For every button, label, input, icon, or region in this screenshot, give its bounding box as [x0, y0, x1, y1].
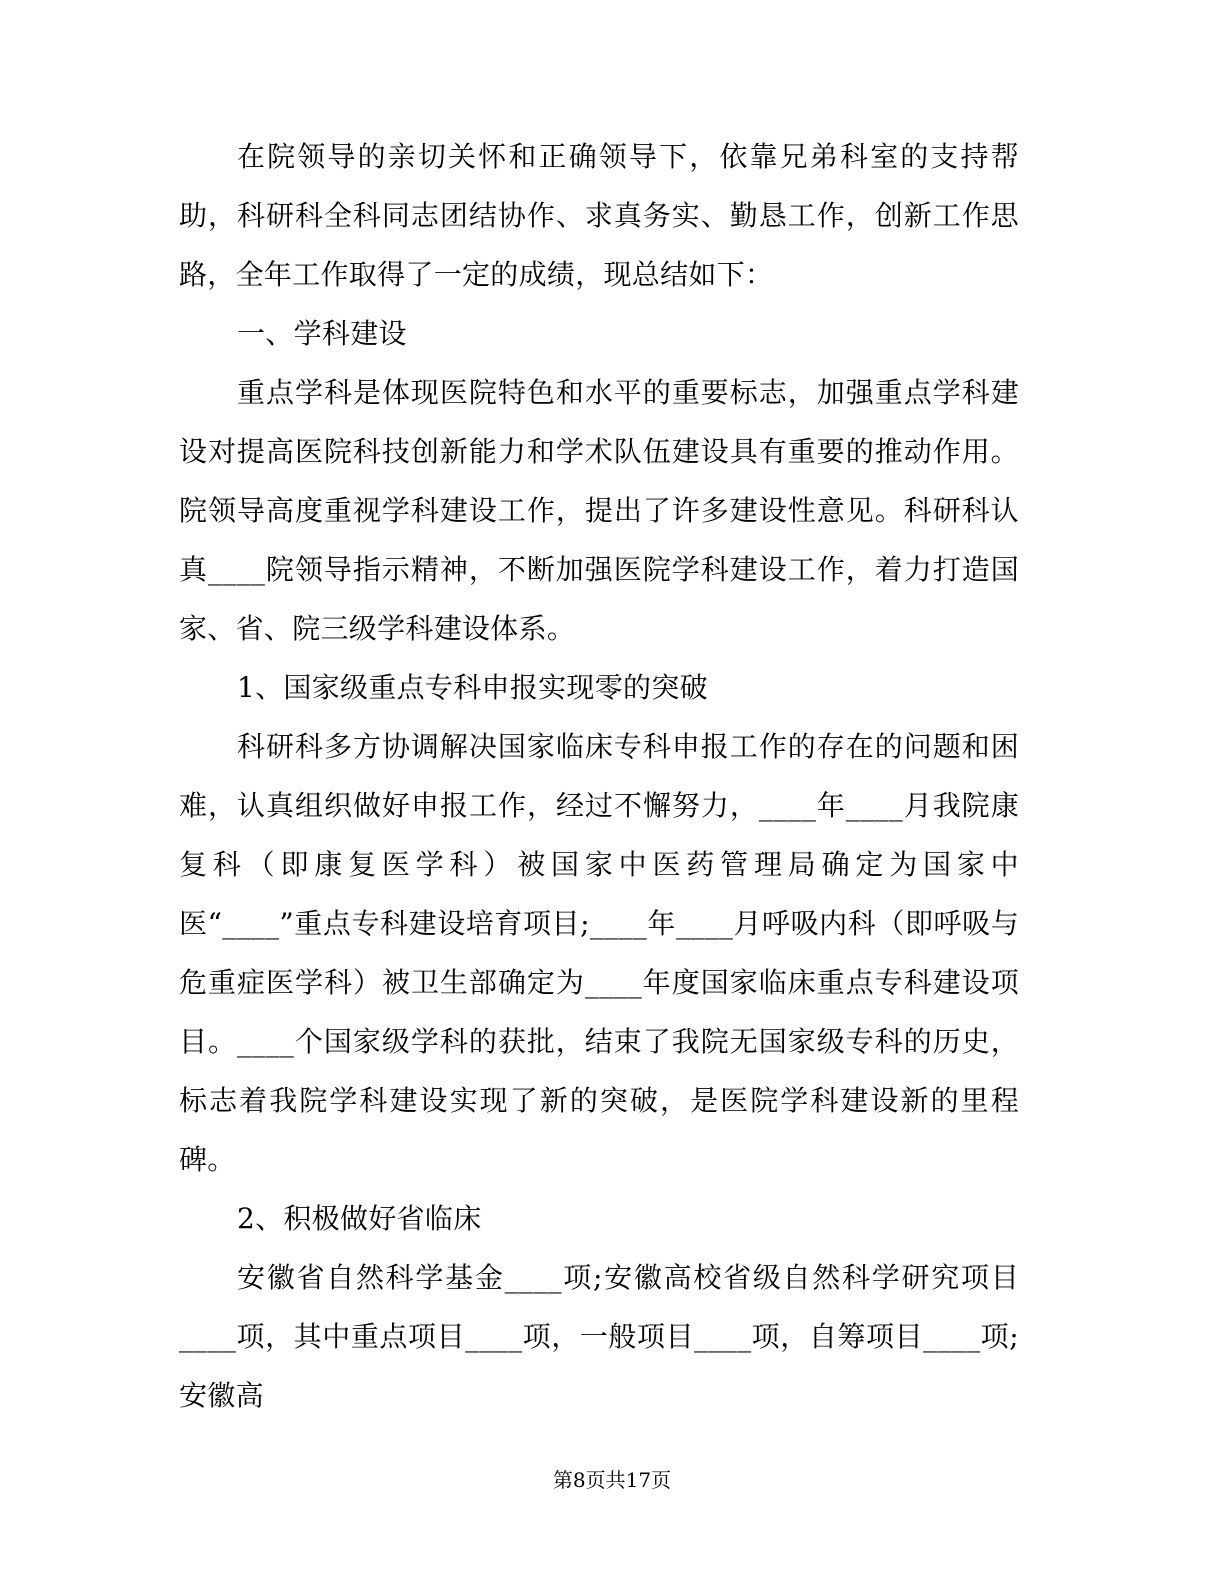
subheading-national-specialty: 1、国家级重点专科申报实现零的突破 — [237, 671, 708, 704]
subheading-provincial-clinical: 2、积极做好省临床 — [237, 1202, 482, 1235]
section-heading-discipline: 一、学科建设 — [237, 317, 407, 350]
intro-paragraph: 在院领导的亲切关怀和正确领导下，依靠兄弟科室的支持帮助，科研科全科同志团结协作、求真务实、勤恳工作，创新工作思路，全年工作取得了一定的成绩，现总结如下： — [179, 140, 1019, 291]
national-specialty-paragraph: 科研科多方协调解决国家临床专科申报工作的存在的问题和困难，认真组织做好申报工作，经过不懈努力，____年____月我院康复科（即康复医学科）被国家中医药管理局确定为国家中医“____”重点专科建设培育项目;____年____月呼吸内科（即呼吸与危重症医学科）被卫生部确定为____年度国家临床重点专科建设项目。____个国家级学科的获批，结束了我院无国家级专科的历史，标志着我院学科建设实现了新的突破，是医院学科建设新的里程碑。 — [179, 730, 1019, 1176]
page-number-footer: 第8页共17页 — [552, 1468, 672, 1492]
discipline-paragraph: 重点学科是体现医院特色和水平的重要标志，加强重点学科建设对提高医院科技创新能力和学术队伍建设具有重要的推动作用。院领导高度重视学科建设工作，提出了许多建设性意见。科研科认真____院领导指示精神，不断加强医院学科建设工作，着力打造国家、省、院三级学科建设体系。 — [179, 376, 1019, 645]
provincial-projects-paragraph: 安徽省自然科学基金____项;安徽高校省级自然科学研究项目____项，其中重点项目____项，一般项目____项，自筹项目____项;安徽高 — [179, 1261, 1019, 1412]
document-body — [179, 127, 1019, 1425]
